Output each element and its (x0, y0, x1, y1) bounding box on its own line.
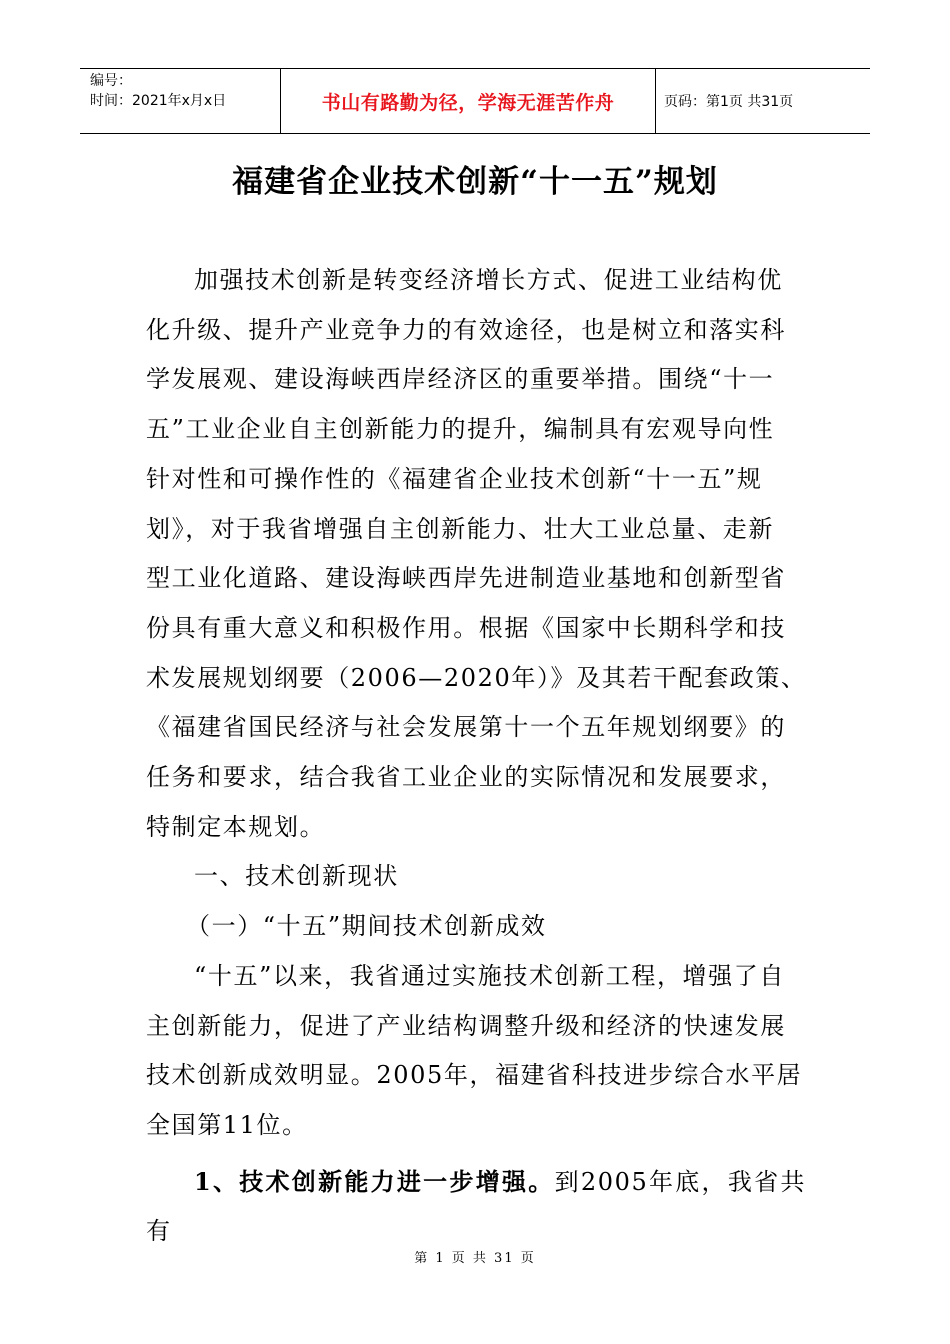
text-line: 主创新能力，促进了产业结构调整升级和经济的快速发展 (146, 1011, 786, 1040)
document-body (146, 256, 806, 1257)
subsection-heading: （一）“十五”期间技术创新成效 (186, 912, 547, 941)
text-line: 术发展规划纲要（2006—2020年）》及其若干配套政策、 (146, 663, 807, 692)
text-line: 特制定本规划。 (146, 812, 326, 841)
text-line: 全国第11位。 (146, 1110, 308, 1139)
text-line: 化升级、提升产业竞争力的有效途径，也是树立和落实科 (146, 315, 786, 344)
text-line: 型工业化道路、建设海峡西岸先进制造业基地和创新型省 (146, 564, 786, 593)
text-line: 针对性和可操作性的《福建省企业技术创新“十一五”规 (146, 464, 763, 493)
document-number-label: 编号： (90, 73, 132, 89)
page-footer: 第 1 页 共 31 页 (414, 1251, 536, 1266)
text-line: “十五”以来，我省通过实施技术创新工程，增强了自 (194, 961, 785, 990)
document-title: 福建省企业技术创新“十一五”规划 (232, 164, 718, 200)
point-lead: 1、技术创新能力进一步增强。 (194, 1166, 555, 1196)
section-heading: 一、技术创新现状 (194, 862, 399, 891)
section-paragraph (146, 952, 806, 1151)
point-text: 到2005年底，我省共有 (146, 1167, 806, 1246)
text-line: 任务和要求，结合我省工业企业的实际情况和发展要求， (146, 763, 786, 792)
header-meta (80, 69, 280, 133)
intro-paragraph (146, 256, 806, 852)
text-line: 学发展观、建设海峡西岸经济区的重要举措。围绕“十一 (146, 365, 775, 394)
text-line: 划》，对于我省增强自主创新能力、壮大工业总量、走新 (146, 514, 774, 543)
header-motto: 书山有路勤为径，学海无涯苦作舟 (280, 69, 656, 133)
header-table (80, 68, 870, 134)
text-line: 五”工业企业自主创新能力的提升，编制具有宏观导向性 (146, 415, 775, 444)
text-line: 《福建省国民经济与社会发展第十一个五年规划纲要》的 (146, 713, 786, 742)
document-time-label: 时间：2021年x月x日 (90, 93, 227, 109)
text-line: 技术创新成效明显。2005年，福建省科技进步综合水平居 (146, 1061, 803, 1090)
text-line: 份具有重大意义和积极作用。根据《国家中长期科学和技 (146, 613, 786, 642)
point-paragraph (146, 1157, 806, 1257)
header-page-info: 页码：第1页 共31页 (664, 94, 794, 110)
text-line: 加强技术创新是转变经济增长方式、促进工业结构优 (194, 266, 783, 294)
